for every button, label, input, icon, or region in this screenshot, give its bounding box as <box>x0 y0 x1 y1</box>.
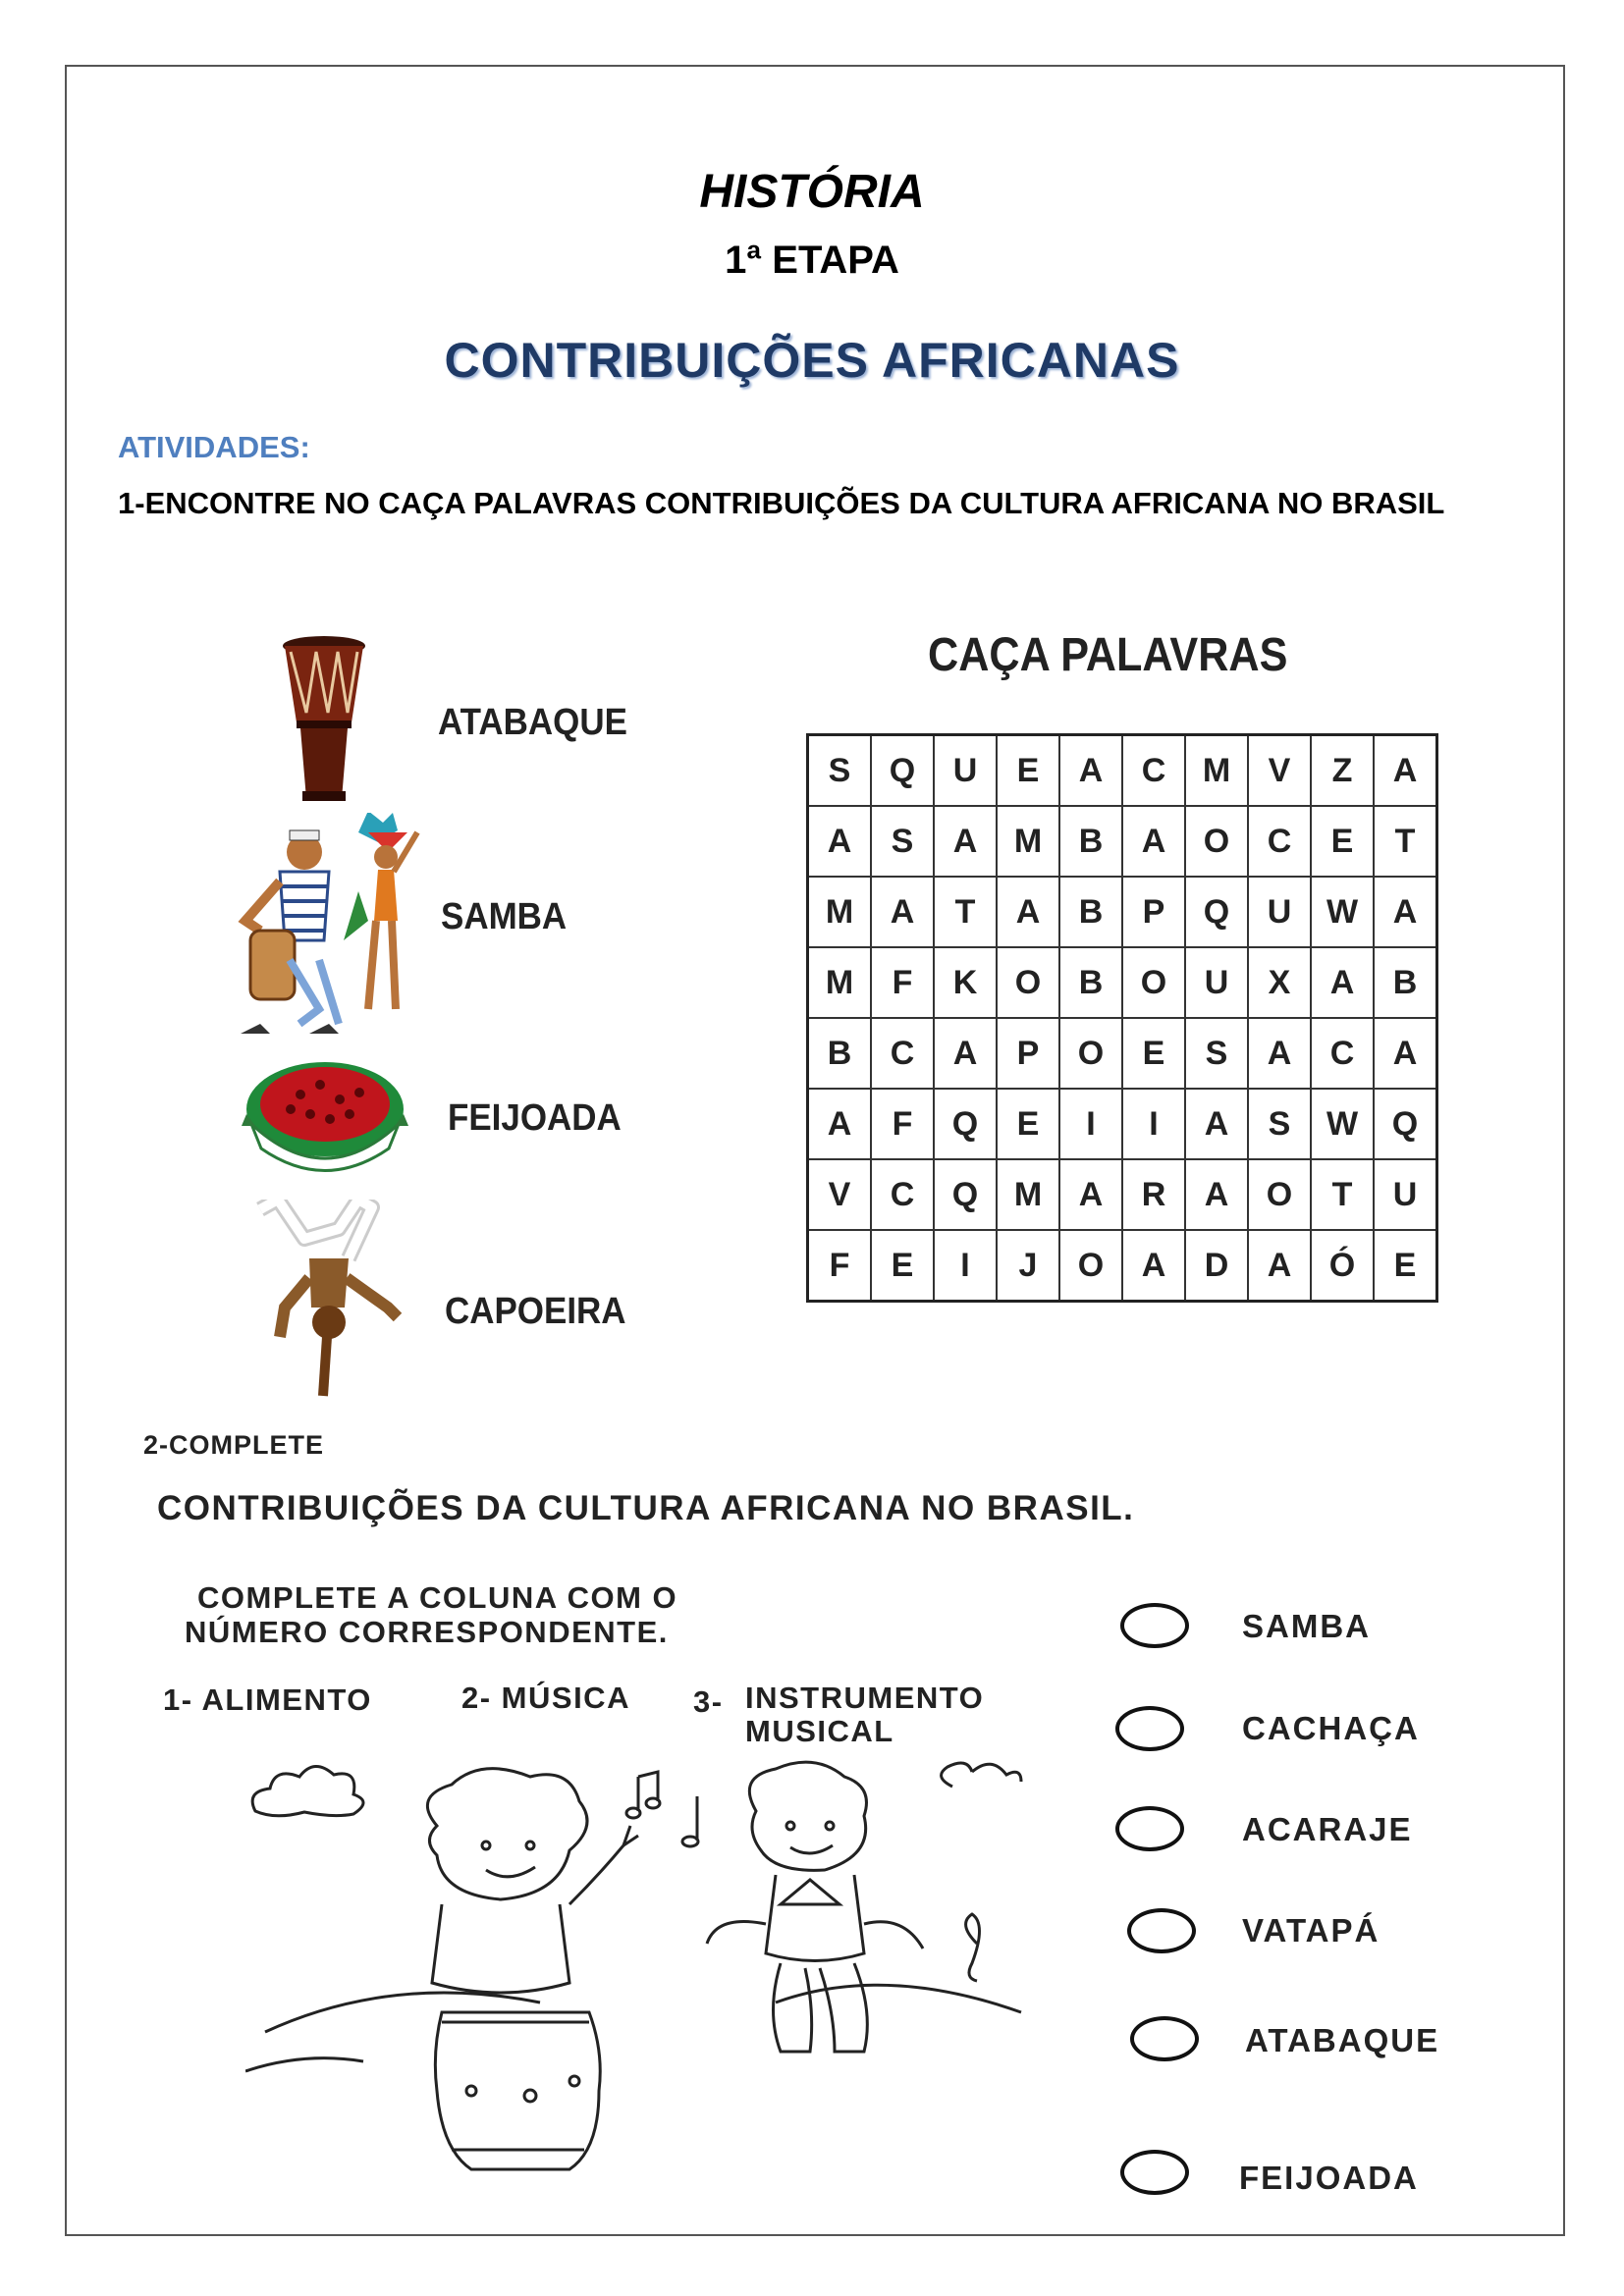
activities-label: ATIVIDADES: <box>118 430 310 464</box>
answer-oval-1[interactable] <box>1120 1603 1189 1648</box>
option-3-line-2: MUSICAL <box>745 1714 894 1748</box>
grid-cell[interactable]: E <box>871 1230 934 1302</box>
option-3-line-1: INSTRUMENTO <box>745 1681 985 1715</box>
grid-cell[interactable]: A <box>997 877 1059 947</box>
grid-cell[interactable]: O <box>1185 806 1248 877</box>
grid-cell[interactable]: T <box>1311 1159 1374 1230</box>
grid-cell[interactable]: I <box>1122 1089 1185 1159</box>
grid-cell[interactable]: A <box>808 1089 872 1159</box>
drum-icon <box>277 634 371 807</box>
answer-oval-2[interactable] <box>1115 1706 1184 1751</box>
page-subtitle: 1ª ETAPA <box>725 239 899 282</box>
grid-cell[interactable]: A <box>1248 1230 1311 1302</box>
grid-cell[interactable]: O <box>1248 1159 1311 1230</box>
grid-cell[interactable]: M <box>997 1159 1059 1230</box>
grid-cell[interactable]: E <box>997 735 1059 807</box>
option-1: 1- ALIMENTO <box>163 1682 372 1717</box>
grid-cell[interactable]: C <box>1122 735 1185 807</box>
grid-cell[interactable]: O <box>1059 1230 1122 1302</box>
grid-cell[interactable]: F <box>871 947 934 1018</box>
grid-cell[interactable]: B <box>1059 877 1122 947</box>
grid-cell[interactable]: U <box>1185 947 1248 1018</box>
capoeira-icon <box>250 1200 407 1401</box>
grid-cell[interactable]: A <box>934 806 997 877</box>
grid-cell[interactable]: F <box>808 1230 872 1302</box>
grid-cell[interactable]: A <box>1374 1018 1437 1089</box>
feijoada-pot-icon <box>242 1055 408 1183</box>
grid-cell[interactable]: A <box>1059 735 1122 807</box>
grid-cell[interactable]: A <box>1122 1230 1185 1302</box>
grid-cell[interactable]: O <box>1122 947 1185 1018</box>
grid-cell[interactable]: A <box>1122 806 1185 877</box>
grid-cell[interactable]: U <box>1248 877 1311 947</box>
grid-cell[interactable]: A <box>1185 1089 1248 1159</box>
grid-cell[interactable]: A <box>1059 1159 1122 1230</box>
grid-cell[interactable]: C <box>871 1159 934 1230</box>
question-2-label: 2-COMPLETE <box>143 1430 325 1460</box>
answer-label-4: VATAPÁ <box>1242 1912 1380 1949</box>
grid-cell[interactable]: S <box>1185 1018 1248 1089</box>
section-heading: CONTRIBUIÇÕES AFRICANAS <box>444 333 1180 388</box>
grid-cell[interactable]: S <box>1248 1089 1311 1159</box>
grid-cell[interactable]: A <box>1311 947 1374 1018</box>
instruction-line-2: NÚMERO CORRESPONDENTE. <box>185 1615 669 1649</box>
samba-dancers-icon <box>221 813 427 1044</box>
grid-cell[interactable]: O <box>997 947 1059 1018</box>
question-2-heading: CONTRIBUIÇÕES DA CULTURA AFRICANA NO BRASIL. <box>157 1489 1135 1527</box>
grid-cell[interactable]: B <box>1059 947 1122 1018</box>
grid-cell[interactable]: Z <box>1311 735 1374 807</box>
grid-cell[interactable]: P <box>997 1018 1059 1089</box>
grid-cell[interactable]: M <box>1185 735 1248 807</box>
grid-row <box>808 877 1437 947</box>
grid-cell[interactable]: V <box>1248 735 1311 807</box>
grid-cell[interactable]: Q <box>871 735 934 807</box>
grid-cell[interactable]: V <box>808 1159 872 1230</box>
answer-oval-3[interactable] <box>1115 1806 1184 1851</box>
grid-row <box>808 1018 1437 1089</box>
grid-cell[interactable]: J <box>997 1230 1059 1302</box>
grid-cell[interactable]: E <box>1374 1230 1437 1302</box>
grid-cell[interactable]: M <box>997 806 1059 877</box>
grid-cell[interactable]: T <box>1374 806 1437 877</box>
grid-cell[interactable]: U <box>1374 1159 1437 1230</box>
grid-row <box>808 1159 1437 1230</box>
grid-row <box>808 806 1437 877</box>
grid-cell[interactable]: E <box>1311 806 1374 877</box>
grid-cell[interactable]: I <box>934 1230 997 1302</box>
answer-oval-5[interactable] <box>1130 2016 1199 2061</box>
page-title: HISTÓRIA <box>699 166 925 218</box>
grid-cell[interactable]: B <box>1059 806 1122 877</box>
word-label-samba: SAMBA <box>441 896 568 937</box>
grid-cell[interactable]: Q <box>934 1159 997 1230</box>
grid-cell[interactable]: S <box>808 735 872 807</box>
answer-oval-6[interactable] <box>1120 2150 1189 2195</box>
question-1: 1-ENCONTRE NO CAÇA PALAVRAS CONTRIBUIÇÕES DA CULTURA AFRICANA NO BRASIL <box>118 486 1445 520</box>
grid-cell[interactable]: A <box>871 877 934 947</box>
grid-row <box>808 1230 1437 1302</box>
grid-cell[interactable]: A <box>1374 735 1437 807</box>
instruction-text <box>185 1580 677 1649</box>
option-2: 2- MÚSICA <box>461 1681 630 1715</box>
grid-cell[interactable]: T <box>934 877 997 947</box>
grid-cell[interactable]: E <box>1122 1018 1185 1089</box>
grid-cell[interactable]: A <box>1248 1018 1311 1089</box>
answer-label-5: ATABAQUE <box>1245 2022 1440 2058</box>
answer-oval-4[interactable] <box>1127 1908 1196 1953</box>
grid-cell[interactable]: B <box>1374 947 1437 1018</box>
answer-label-3: ACARAJE <box>1242 1811 1413 1847</box>
word-label-atabaque: ATABAQUE <box>438 702 627 743</box>
grid-cell[interactable]: O <box>1059 1018 1122 1089</box>
grid-cell[interactable]: D <box>1185 1230 1248 1302</box>
grid-cell[interactable]: E <box>997 1089 1059 1159</box>
word-label-capoeira: CAPOEIRA <box>445 1291 626 1332</box>
grid-cell[interactable]: A <box>808 806 872 877</box>
grid-row <box>808 1089 1437 1159</box>
word-label-feijoada: FEIJOADA <box>448 1097 622 1139</box>
grid-cell[interactable]: P <box>1122 877 1185 947</box>
grid-row <box>808 735 1437 807</box>
grid-cell[interactable]: A <box>1374 877 1437 947</box>
grid-row <box>808 947 1437 1018</box>
grid-cell[interactable]: W <box>1311 877 1374 947</box>
grid-cell[interactable]: A <box>1185 1159 1248 1230</box>
grid-cell[interactable]: F <box>871 1089 934 1159</box>
grid-cell[interactable]: C <box>1248 806 1311 877</box>
word-search-grid <box>806 733 1438 1303</box>
instruction-line-1: COMPLETE A COLUNA COM O <box>197 1580 678 1615</box>
grid-cell[interactable]: W <box>1311 1089 1374 1159</box>
children-drumming-illustration <box>245 1757 1070 2179</box>
option-3-number: 3- <box>693 1684 724 1719</box>
grid-cell[interactable]: A <box>934 1018 997 1089</box>
grid-cell[interactable]: Q <box>934 1089 997 1159</box>
grid-cell[interactable]: C <box>871 1018 934 1089</box>
grid-cell[interactable]: R <box>1122 1159 1185 1230</box>
grid-cell[interactable]: Ó <box>1311 1230 1374 1302</box>
grid-cell[interactable]: M <box>808 877 872 947</box>
grid-cell[interactable]: Q <box>1374 1089 1437 1159</box>
grid-cell[interactable]: C <box>1311 1018 1374 1089</box>
answer-label-6: FEIJOADA <box>1239 2160 1419 2196</box>
grid-cell[interactable]: X <box>1248 947 1311 1018</box>
grid-cell[interactable]: K <box>934 947 997 1018</box>
answer-label-2: CACHAÇA <box>1242 1710 1420 1746</box>
grid-cell[interactable]: M <box>808 947 872 1018</box>
grid-cell[interactable]: B <box>808 1018 872 1089</box>
grid-cell[interactable]: S <box>871 806 934 877</box>
grid-cell[interactable]: U <box>934 735 997 807</box>
grid-cell[interactable]: Q <box>1185 877 1248 947</box>
word-search-title: CAÇA PALAVRAS <box>928 629 1288 681</box>
grid-cell[interactable]: I <box>1059 1089 1122 1159</box>
answer-label-1: SAMBA <box>1242 1608 1371 1644</box>
